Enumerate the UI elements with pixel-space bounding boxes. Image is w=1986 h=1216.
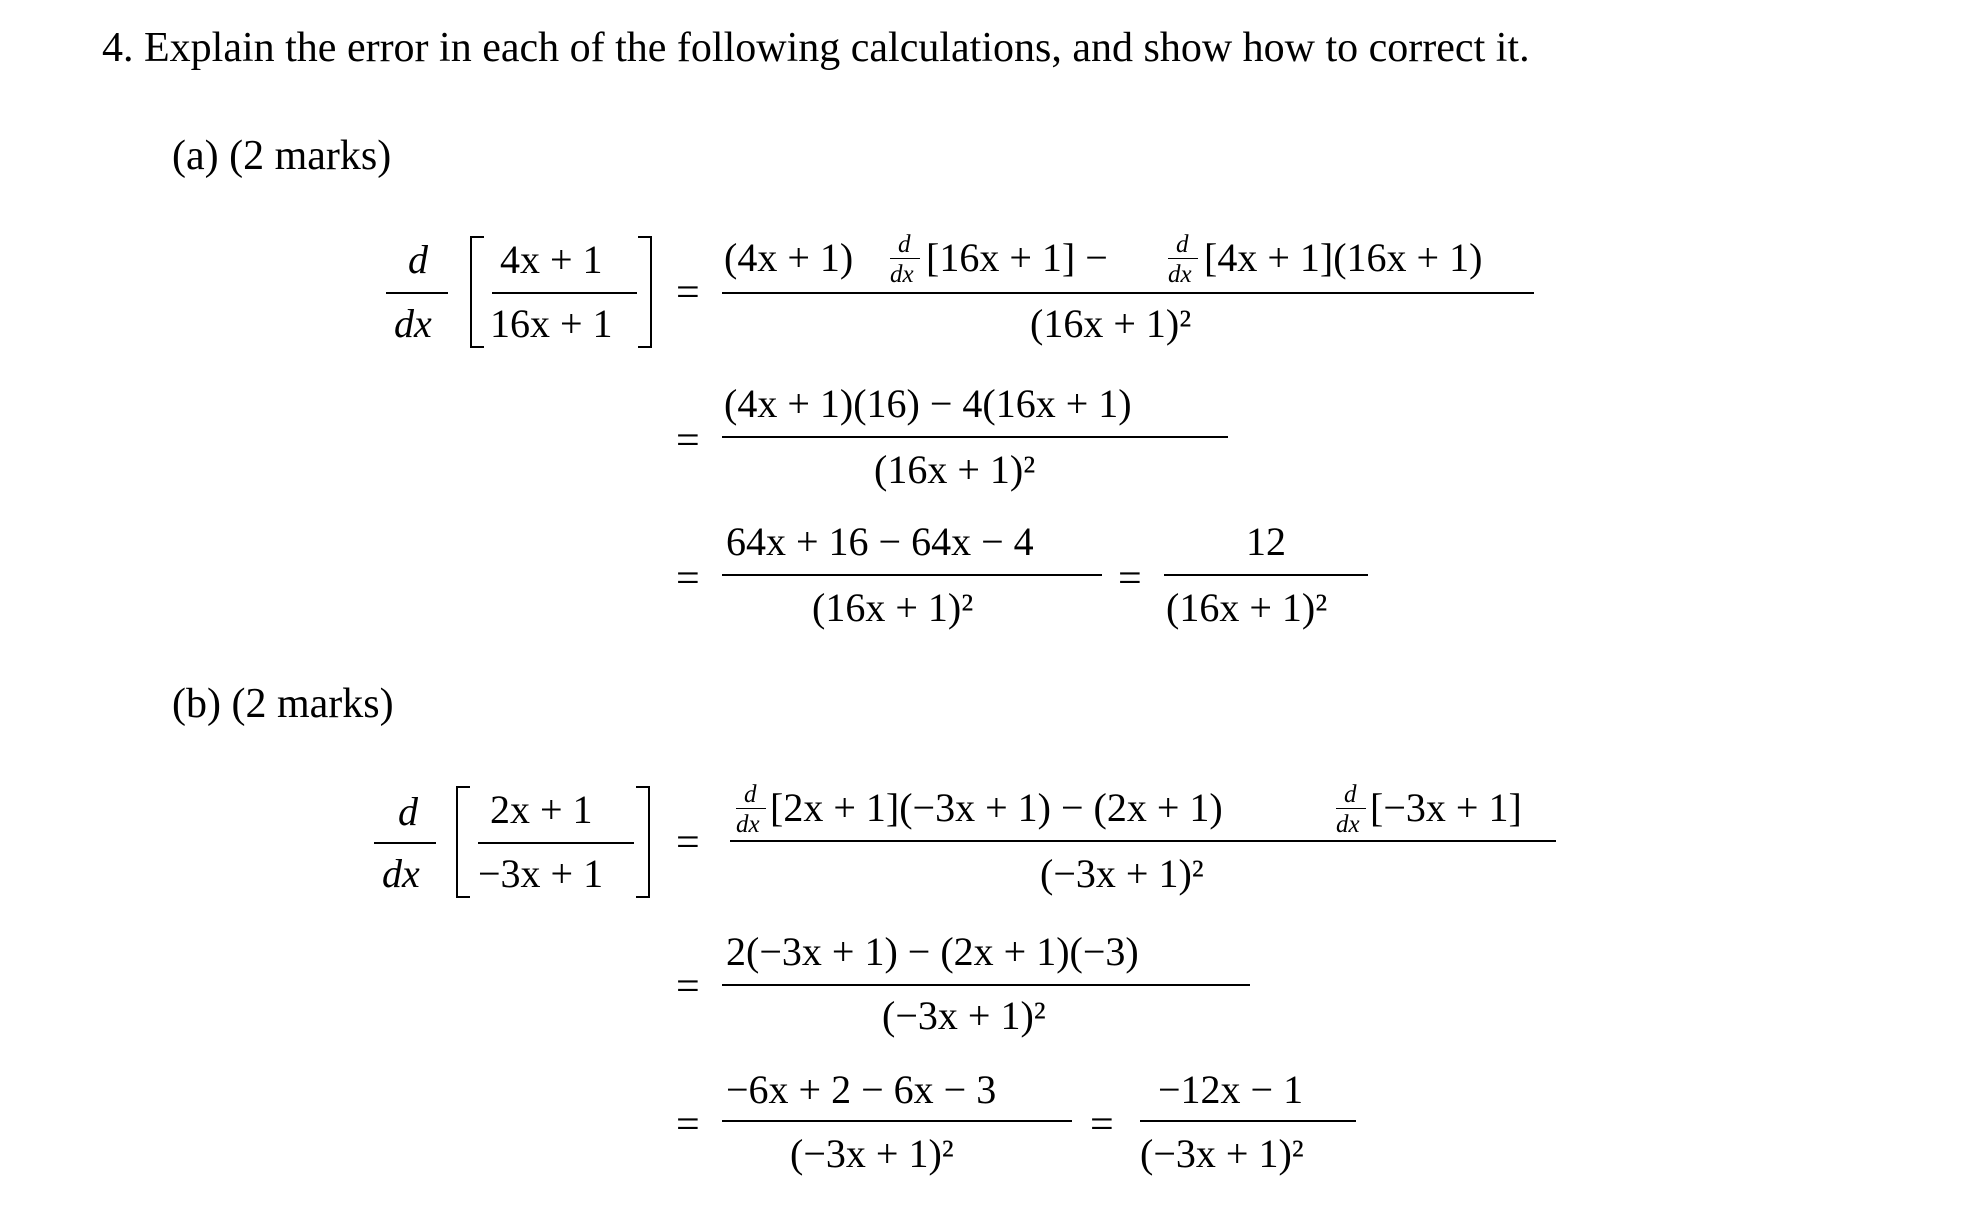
part-a-step1-small-d1: d — [898, 231, 911, 258]
part-a-label: (a) (2 marks) — [172, 133, 392, 179]
part-a-step1-num-part1: (4x + 1) — [724, 235, 854, 280]
part-a-step3-numerator: 64x + 16 − 64x − 4 — [726, 519, 1034, 564]
part-a-step1-small-bar2 — [1168, 258, 1198, 259]
part-b-result-bar — [1140, 1120, 1356, 1122]
part-b-step1-num-part1: [2x + 1](−3x + 1) − (2x + 1) — [770, 785, 1223, 830]
part-b-eq4: = — [1090, 1102, 1114, 1148]
part-b-left-bracket — [456, 786, 470, 898]
part-a-result-bar — [1164, 574, 1368, 576]
part-b-eq3: = — [676, 1102, 700, 1148]
part-a-left-bracket — [470, 236, 484, 348]
part-a-lhs-numerator: 4x + 1 — [500, 237, 603, 282]
part-a-eq3: = — [676, 556, 700, 602]
part-a-result-numerator: 12 — [1246, 519, 1286, 564]
part-b-step3-numerator: −6x + 2 − 6x − 3 — [726, 1067, 997, 1112]
part-b-step2-numerator: 2(−3x + 1) − (2x + 1)(−3) — [726, 929, 1139, 974]
part-a-step3-bar — [722, 574, 1102, 576]
part-a-lhs-denominator: 16x + 1 — [490, 301, 613, 346]
part-b-step2-denominator: (−3x + 1)² — [882, 993, 1046, 1038]
part-a-step3-denominator: (16x + 1)² — [812, 585, 974, 630]
part-b-lhs-dx: dx — [382, 851, 420, 896]
part-b-step3-denominator: (−3x + 1)² — [790, 1131, 954, 1176]
part-b-lhs-bar — [478, 842, 634, 844]
part-b-step1-denominator: (−3x + 1)² — [1040, 851, 1204, 896]
part-a-step2-denominator: (16x + 1)² — [874, 447, 1036, 492]
part-a-step1-small-d2: d — [1176, 231, 1189, 258]
part-b-step1-bar — [730, 840, 1556, 842]
part-b-lhs-denominator: −3x + 1 — [478, 851, 604, 896]
part-a-step1-small-dx1: dx — [890, 261, 914, 288]
part-a-step1-small-dx2: dx — [1168, 261, 1192, 288]
part-a-lhs-dx: dx — [394, 301, 432, 346]
part-b-step3-bar — [722, 1120, 1072, 1122]
part-b-step1-small-d2: d — [1344, 781, 1357, 808]
part-a-step1-bar — [722, 292, 1534, 294]
part-b-label: (b) (2 marks) — [172, 681, 394, 727]
part-b-result-numerator: −12x − 1 — [1158, 1067, 1304, 1112]
part-a-eq2: = — [676, 418, 700, 464]
part-b-step1-small-dx1: dx — [736, 811, 760, 838]
part-b-eq2: = — [676, 964, 700, 1010]
part-b-right-bracket — [636, 786, 650, 898]
part-a-eq4: = — [1118, 556, 1142, 602]
part-b-step1-small-bar1 — [736, 808, 766, 809]
part-b-step1-small-dx2: dx — [1336, 811, 1360, 838]
part-b-eq1: = — [676, 820, 700, 866]
part-b-result-denominator: (−3x + 1)² — [1140, 1131, 1304, 1176]
part-b-step2-bar — [722, 984, 1250, 986]
part-b-step1-small-d1: d — [744, 781, 757, 808]
part-b-step1-small-bar2 — [1336, 808, 1366, 809]
part-b-lhs-numerator: 2x + 1 — [490, 787, 593, 832]
part-a-eq1: = — [676, 270, 700, 316]
part-a-step1-denominator: (16x + 1)² — [1030, 301, 1192, 346]
part-a-lhs-bar — [492, 292, 637, 294]
part-a-step2-numerator: (4x + 1)(16) − 4(16x + 1) — [724, 381, 1132, 426]
part-a-lhs-d: d — [408, 237, 428, 282]
question-title: 4. Explain the error in each of the following calculations, and show how to correct it. — [102, 25, 1530, 71]
part-a-step1-num-part3: [4x + 1](16x + 1) — [1204, 235, 1483, 280]
part-a-right-bracket — [638, 236, 652, 348]
part-b-lhs-dx-bar — [374, 842, 436, 844]
part-a-step1-num-part2: [16x + 1] − — [926, 235, 1108, 280]
part-a-lhs-dx-bar — [386, 292, 448, 294]
part-b-step1-num-part2: [−3x + 1] — [1370, 785, 1522, 830]
part-a-step2-bar — [722, 436, 1228, 438]
part-a-result-denominator: (16x + 1)² — [1166, 585, 1328, 630]
part-b-lhs-d: d — [398, 789, 418, 834]
part-a-step1-small-bar1 — [890, 258, 920, 259]
